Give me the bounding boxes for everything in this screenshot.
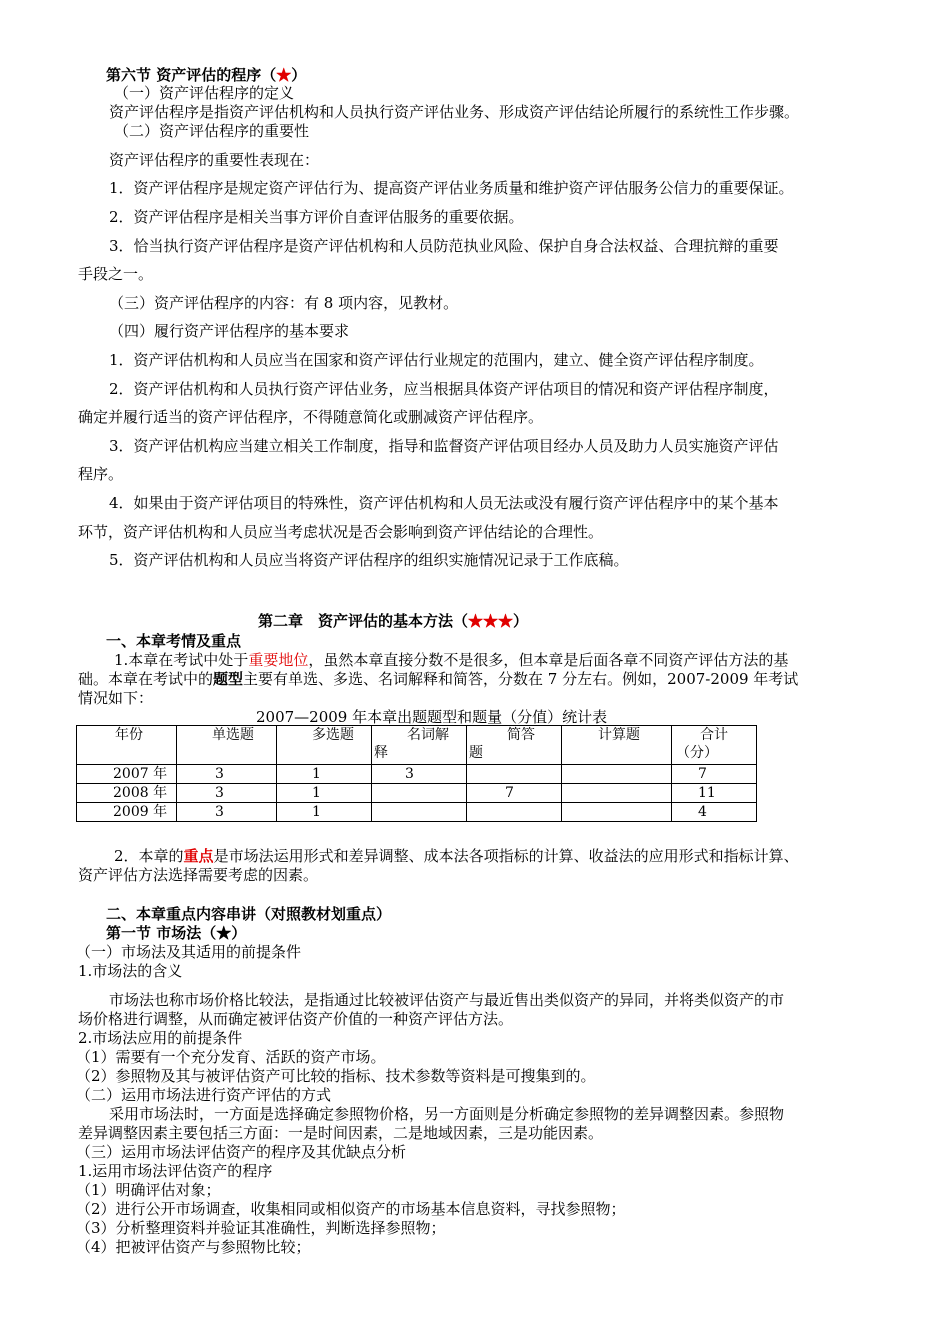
- table-header-cell: 年份: [77, 726, 177, 765]
- list-item: 1．资产评估机构和人员应当在国家和资产评估行业规定的范围内，建立、健全资产评估程序制度。: [109, 351, 764, 369]
- table-cell: 3: [177, 784, 277, 803]
- list-item-cont: 程序。: [78, 465, 124, 483]
- table-cell: 2009 年: [77, 803, 177, 822]
- list-item: 2．资产评估程序是相关当事方评价自查评估服务的重要依据。: [109, 208, 524, 226]
- table-cell: 3: [177, 765, 277, 784]
- table-header-cell: 合计 （分）: [672, 726, 757, 765]
- list-item: （4）把被评估资产与参照物比较；: [76, 1238, 311, 1256]
- table-cell: [562, 803, 672, 822]
- subheading: （一）资产评估程序的定义: [114, 84, 295, 102]
- list-item: （2）进行公开市场调查，收集相同或相似资产的市场基本信息资料，寻找参照物；: [76, 1200, 626, 1218]
- paragraph: 资产评估方法选择需要考虑的因素。: [78, 866, 319, 884]
- table-cell: [562, 784, 672, 803]
- table-cell: [467, 765, 562, 784]
- table-cell: 7: [467, 784, 562, 803]
- section-title: 第六节 资产评估的程序（★）: [106, 66, 307, 84]
- list-item-cont: 环节，资产评估机构和人员应当考虑状况是否会影响到资产评估结论的合理性。: [78, 523, 604, 541]
- table-cell: 3: [372, 765, 467, 784]
- star-icon: ★: [276, 66, 292, 84]
- table-cell: [467, 803, 562, 822]
- table-cell: 1: [277, 784, 372, 803]
- list-item: （2）参照物及其与被评估资产可比较的指标、技术参数等资料是可搜集到的。: [76, 1067, 596, 1085]
- paragraph: 2．本章的重点是市场法运用形式和差异调整、成本法各项指标的计算、收益法的应用形式和指标计算、: [114, 847, 799, 865]
- paragraph: 市场法也称市场价格比较法，是指通过比较被评估资产与最近售出类似资产的异同，并将类似资产的市: [109, 991, 785, 1009]
- list-item: （1）明确评估对象；: [76, 1181, 221, 1199]
- table-cell: 11: [672, 784, 757, 803]
- table-cell: 7: [672, 765, 757, 784]
- table-cell: 1: [277, 803, 372, 822]
- list-item: 2．资产评估机构和人员执行资产评估业务，应当根据具体资产评估项目的情况和资产评估程序制度，: [109, 380, 779, 398]
- list-item: 1．资产评估程序是规定资产评估行为、提高资产评估业务质量和维护资产评估服务公信力的重要保证。: [109, 179, 794, 197]
- list-item-cont: 手段之一。: [78, 265, 154, 283]
- section-title: 第一节 市场法（★）: [106, 924, 247, 942]
- table-cell: 2008 年: [77, 784, 177, 803]
- list-item: 3．资产评估机构应当建立相关工作制度，指导和监督资产评估项目经办人员及助力人员实施资产评估: [109, 437, 779, 455]
- table-row: [77, 784, 757, 803]
- table-header-cell: 计算题: [562, 726, 672, 765]
- table-cell: [562, 765, 672, 784]
- subheading: 1.市场法的含义: [78, 962, 183, 980]
- heading: 一、本章考情及重点: [106, 632, 242, 650]
- table-cell: [372, 784, 467, 803]
- paragraph: 采用市场法时，一方面是选择确定参照物价格，另一方面则是分析确定参照物的差异调整因素。参照物: [109, 1105, 785, 1123]
- subheading: （二）运用市场法进行资产评估的方式: [76, 1086, 332, 1104]
- paragraph: 情况如下：: [78, 689, 154, 707]
- list-item: 3．恰当执行资产评估程序是资产评估机构和人员防范执业风险、保护自身合法权益、合理抗辩的重要: [109, 237, 779, 255]
- table-row: [77, 803, 757, 822]
- subheading: 1.运用市场法评估资产的程序: [78, 1162, 273, 1180]
- list-item: 4．如果由于资产评估项目的特殊性，资产评估机构和人员无法或没有履行资产评估程序中的某个基本: [109, 494, 779, 512]
- subheading: （一）市场法及其适用的前提条件: [76, 943, 302, 961]
- subheading: （三）资产评估程序的内容：有 8 项内容，见教材。: [109, 294, 459, 312]
- list-item: 5．资产评估机构和人员应当将资产评估程序的组织实施情况记录于工作底稿。: [109, 551, 629, 569]
- table-cell: 1: [277, 765, 372, 784]
- subheading: （三）运用市场法评估资产的程序及其优缺点分析: [76, 1143, 407, 1161]
- table-header-row: [77, 726, 757, 765]
- subheading: （四）履行资产评估程序的基本要求: [109, 322, 350, 340]
- subheading: （二）资产评估程序的重要性: [114, 122, 310, 140]
- paragraph: 础。本章在考试中的题型主要有单选、多选、名词解释和简答，分数在 7 分左右。例如，2007-2009 年考试: [78, 670, 799, 688]
- paragraph: 1.本章在考试中处于重要地位，虽然本章直接分数不是很多，但本章是后面各章不同资产评估方法的基: [114, 651, 789, 669]
- subheading: 2.市场法应用的前提条件: [78, 1029, 243, 1047]
- paragraph: 资产评估程序是指资产评估机构和人员执行资产评估业务、形成资产评估结论所履行的系统性工作步骤。: [109, 103, 800, 121]
- table-header-cell: 单选题: [177, 726, 277, 765]
- table-caption: 2007—2009 年本章出题题型和题量（分值）统计表: [256, 708, 608, 726]
- table-cell: [372, 803, 467, 822]
- chapter-title: 第二章 资产评估的基本方法（★★★）: [258, 612, 529, 630]
- list-item: （3）分析整理资料并验证其准确性，判断选择参照物；: [76, 1219, 446, 1237]
- table-row: [77, 765, 757, 784]
- table-cell: 2007 年: [77, 765, 177, 784]
- star-icon: ★★★: [468, 612, 514, 630]
- table-header-cell: 名词解 释: [372, 726, 467, 765]
- paragraph: 差异调整因素主要包括三方面：一是时间因素，二是地域因素，三是功能因素。: [78, 1124, 604, 1142]
- table-header-cell: 简答 题: [467, 726, 562, 765]
- table-header-cell: 多选题: [277, 726, 372, 765]
- paragraph: 场价格进行调整，从而确定被评估资产价值的一种资产评估方法。: [78, 1010, 514, 1028]
- table-cell: 3: [177, 803, 277, 822]
- list-item: （1）需要有一个充分发育、活跃的资产市场。: [76, 1048, 386, 1066]
- heading: 二、本章重点内容串讲（对照教材划重点）: [106, 905, 392, 923]
- list-item-cont: 确定并履行适当的资产评估程序，不得随意简化或删减资产评估程序。: [78, 408, 544, 426]
- paragraph: 资产评估程序的重要性表现在：: [109, 151, 320, 169]
- table-cell: 4: [672, 803, 757, 822]
- stats-table: [76, 725, 757, 822]
